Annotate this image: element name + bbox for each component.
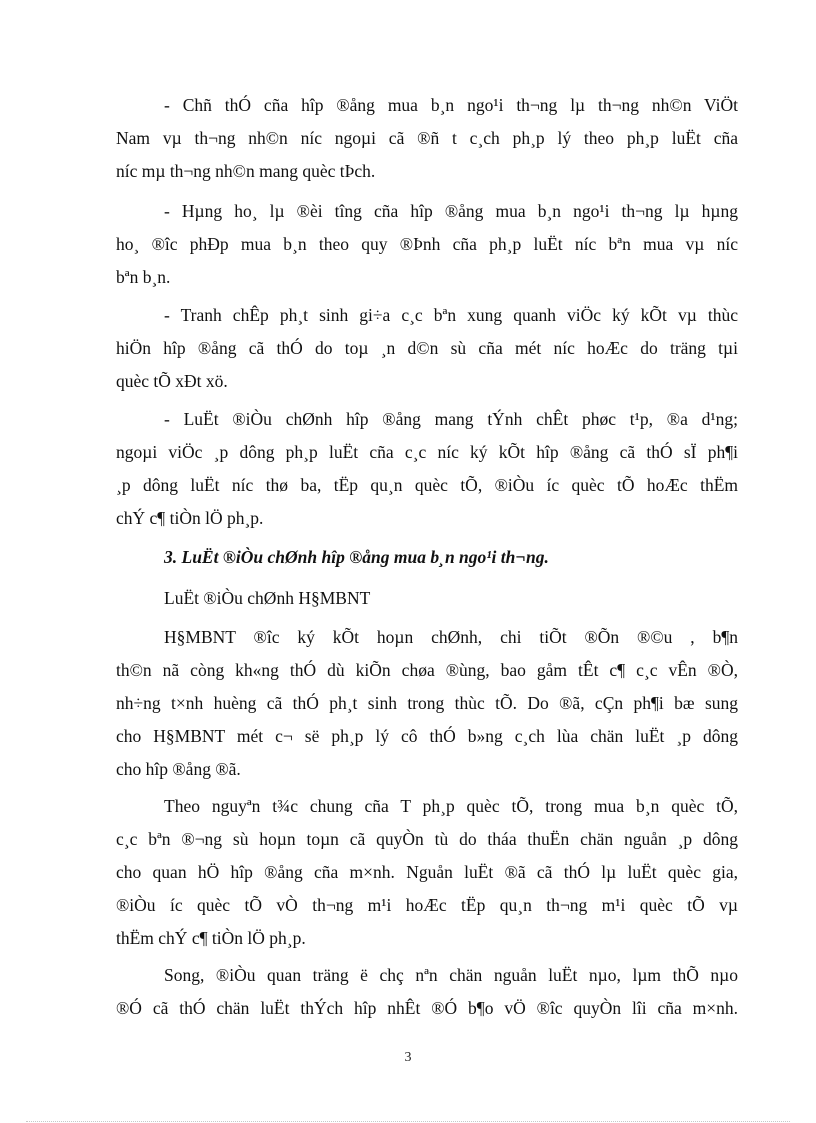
text-line: ®Ó cã thÓ chän luËt thÝch hîp nhÊt ®Ó b¶o vÖ ®îc quyÒn lîi cña m×nh.	[116, 998, 738, 1018]
text-line: ®iÒu íc quèc tÕ vÒ th¬ng m¹i hoÆc tËp qu¸n th¬ng m¹i quèc tÕ vµ	[116, 895, 738, 915]
text-line: hiÖn hîp ®ång cã thÓ do toµ ¸n d©n sù cña mét níc hoÆc do träng tµi	[116, 338, 738, 358]
text-line: thËm chÝ c¶ tiÒn lÖ ph¸p.	[116, 928, 306, 948]
paragraph-parties	[116, 89, 738, 188]
text-line: ngoµi viÖc ¸p dông ph¸p luËt cña c¸c níc ký kÕt hîp ®ång cã thÓ sÏ ph¶i	[116, 442, 738, 462]
text-line: cho quan hÖ hîp ®ång cña m×nh. Nguån luËt ®ã cã thÓ lµ luËt quèc gia,	[116, 862, 738, 882]
subheading-text: LuËt ®iÒu chØnh H§MBNT	[164, 588, 371, 608]
text-line: quèc tÕ xÐt xö.	[116, 371, 228, 391]
text-line: bªn b¸n.	[116, 267, 171, 287]
page-bottom-divider	[26, 1121, 790, 1122]
text-line: Theo nguyªn t¾c chung cña T ph¸p quèc tÕ, trong mua b¸n quèc tÕ,	[164, 796, 738, 816]
text-line: - Tranh chÊp ph¸t sinh gi÷a c¸c bªn xung quanh viÖc ký kÕt vµ thùc	[164, 305, 738, 325]
text-line: cho hîp ®ång ®ã.	[116, 759, 241, 779]
paragraph-goods	[116, 195, 738, 294]
text-line: Nam vµ th¬ng nh©n níc ngoµi cã ®ñ t c¸ch ph¸p lý theo ph¸p luËt cña	[116, 128, 738, 148]
text-line: ho¸ ®îc phÐp mua b¸n theo quy ®Þnh cña ph¸p luËt níc bªn mua vµ níc	[116, 234, 738, 254]
text-line: níc mµ th¬ng nh©n mang quèc tÞch.	[116, 161, 376, 181]
text-line: - LuËt ®iÒu chØnh hîp ®ång mang tÝnh chÊt phøc t¹p, ®a d¹ng;	[164, 409, 738, 429]
text-line: - Hµng ho¸ lµ ®èi tîng cña hîp ®ång mua b¸n ngo¹i th¬ng lµ hµng	[164, 201, 738, 221]
paragraph-disputes	[116, 299, 738, 398]
paragraph-contract-completeness	[116, 621, 738, 786]
text-line: th©n nã còng kh«ng thÓ dù kiÕn chøa ®ùng, bao gåm tÊt c¶ c¸c vÊn ®Ò,	[116, 660, 738, 680]
text-line: ¸p dông luËt níc thø ba, tËp qu¸n quèc tÕ, ®iÒu íc quèc tÕ hoÆc thËm	[116, 475, 738, 495]
paragraph-choice-of-law	[116, 959, 738, 1025]
text-line: chÝ c¶ tiÒn lÖ ph¸p.	[116, 508, 264, 528]
section-heading-text: 3. LuËt ®iÒu chØnh hîp ®ång mua b¸n ngo¹i th¬ng.	[164, 547, 549, 567]
text-line: H§MBNT ®îc ký kÕt hoµn chØnh, chi tiÕt ®Õn ®©u , b¶n	[164, 627, 738, 647]
text-line: cho H§MBNT mét c¬ së ph¸p lý cô thÓ b»ng c¸ch lùa chän luËt ¸p dông	[116, 726, 738, 746]
section-heading	[116, 541, 738, 574]
paragraph-private-international-law	[116, 790, 738, 955]
text-line: c¸c bªn ®¬ng sù hoµn toµn cã quyÒn tù do tháa thuËn chän nguån ¸p dông	[116, 829, 738, 849]
subheading	[116, 582, 738, 615]
paragraph-governing-law	[116, 403, 738, 535]
text-line: Song, ®iÒu quan träng ë chç nªn chän nguån luËt nµo, lµm thÕ nµo	[164, 965, 738, 985]
text-line: - Chñ thÓ cña hîp ®ång mua b¸n ngo¹i th¬ng lµ th¬ng nh©n ViÖt	[164, 95, 738, 115]
text-line: nh÷ng t×nh huèng cã thÓ ph¸t sinh trong thùc tÕ. Do ®ã, cÇn ph¶i bæ sung	[116, 693, 738, 713]
page-number: 3	[404, 1050, 412, 1065]
